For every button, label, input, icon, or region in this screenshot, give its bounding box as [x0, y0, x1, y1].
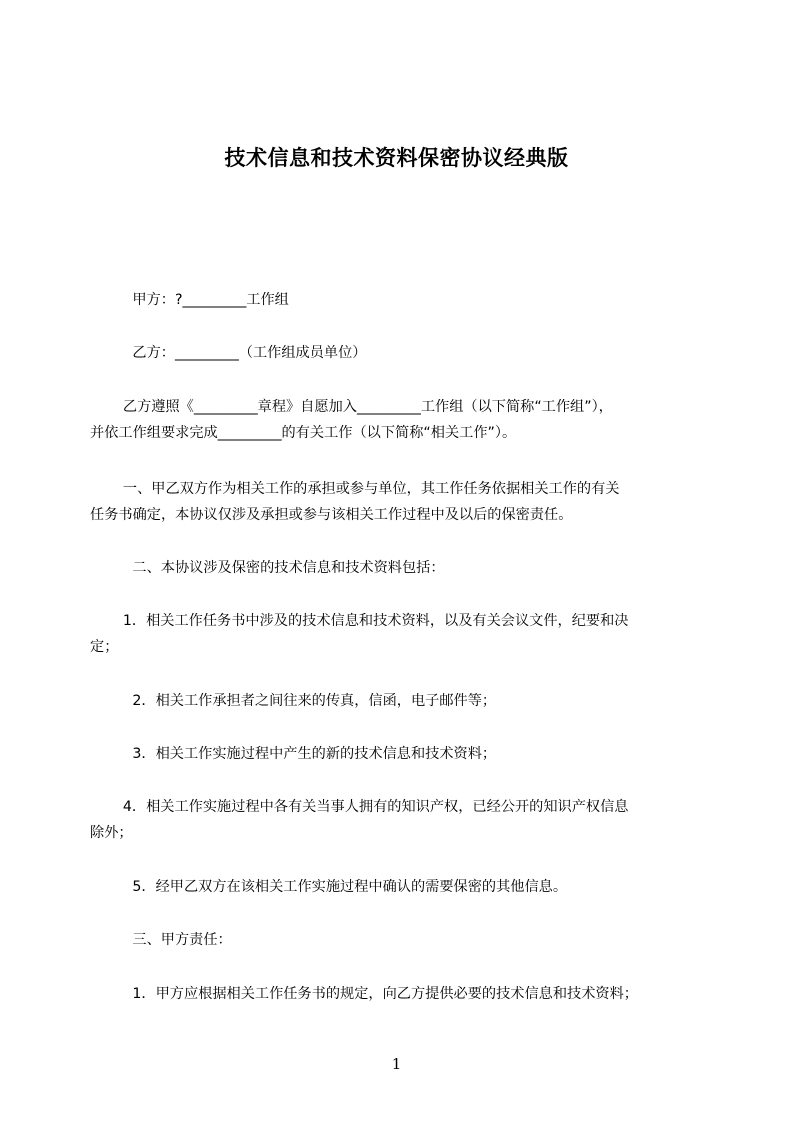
paragraph-line: 4．相关工作实施过程中各有关当事人拥有的知识产权，已经公开的知识产权信息: [90, 799, 629, 815]
paragraph-line: 乙方：_________（工作组成员单位）: [104, 345, 367, 361]
paragraph-line: 2．相关工作承担者之间往来的传真，信函，电子邮件等；: [104, 693, 497, 709]
clause-2-heading: [104, 555, 704, 581]
paragraph-line: 1．相关工作任务书中涉及的技术信息和技术资料，以及有关会议文件，纪要和决: [90, 613, 629, 629]
paragraph-line: 5．经甲乙双方在该相关工作实施过程中确认的需要保密的其他信息。: [104, 879, 568, 895]
clause-2-item-2: [104, 688, 704, 714]
clause-1-paragraph: [90, 476, 690, 528]
document-title: 技术信息和技术资料保密协议经典版: [224, 146, 569, 170]
preamble-paragraph: [90, 394, 690, 446]
clause-3-item-1: [104, 981, 704, 1007]
paragraph-line: 1．甲方应根据相关工作任务书的规定，向乙方提供必要的技术信息和技术资料；: [104, 986, 638, 1002]
party-b-line: [104, 340, 704, 366]
page-number: 1: [391, 1055, 402, 1073]
paragraph-line: 定；: [90, 639, 119, 655]
paragraph-line: 乙方遵照《_________章程》自愿加入_________工作组（以下简称“工作组”），: [90, 399, 613, 415]
clause-2-item-5: [104, 874, 704, 900]
clause-2-item-4: [90, 794, 690, 846]
paragraph-line: 甲方：?_________工作组: [104, 292, 289, 308]
paragraph-line: 二、本协议涉及保密的技术信息和技术资料包括：: [104, 560, 445, 576]
clause-2-item-1: [90, 608, 690, 660]
paragraph-line: 并依工作组要求完成_________的有关工作（以下简称“相关工作”）。: [90, 425, 517, 441]
paragraph-line: 3．相关工作实施过程中产生的新的技术信息和技术资料；: [104, 746, 497, 762]
paragraph-line: 一、甲乙双方作为相关工作的承担或参与单位，其工作任务依据相关工作的有关: [90, 481, 620, 497]
paragraph-line: 三、甲方责任：: [104, 932, 232, 948]
paragraph-line: 任务书确定，本协议仅涉及承担或参与该相关工作过程中及以后的保密责任。: [90, 507, 573, 523]
party-a-line: [104, 287, 704, 313]
paragraph-line: 除外；: [90, 825, 133, 841]
clause-2-item-3: [104, 741, 704, 767]
clause-3-heading: [104, 927, 704, 953]
